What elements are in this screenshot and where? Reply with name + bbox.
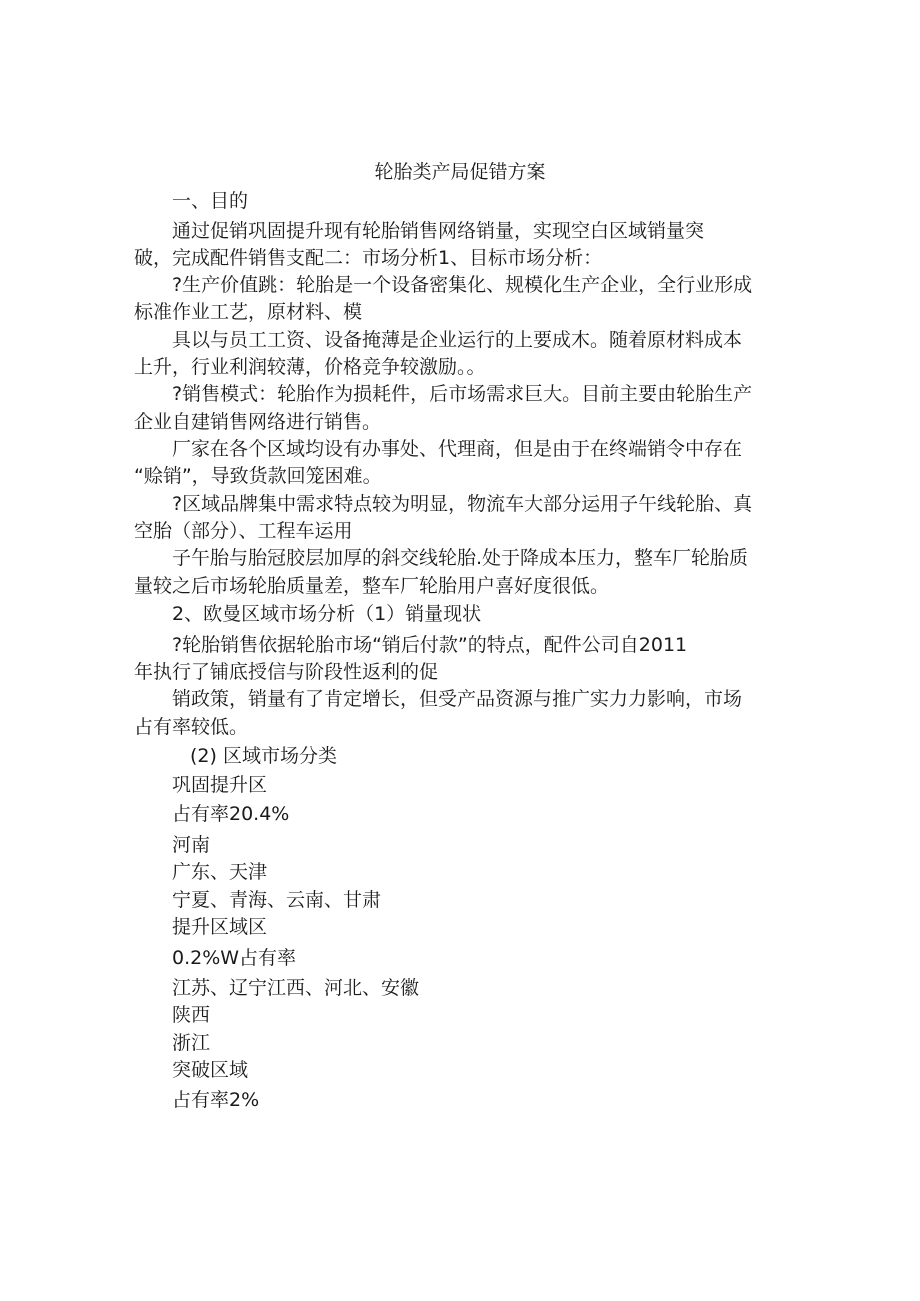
paragraph-line: 空胎（部分）、工程车运用: [134, 520, 353, 542]
list-item: 提升区域区: [172, 916, 268, 938]
paragraph-line: 厂家在各个区域均设有办事处、代理商，但是由于在终端销令中存在: [172, 438, 743, 460]
paragraph-line: ?区域品牌集中需求特点较为明显，物流车大部分运用子午线轮胎、真: [172, 493, 753, 515]
paragraph-line: 企业自建销售网络进行销售。: [134, 411, 382, 433]
paragraph-line: 销政策，销量有了肯定增长，但受产品资源与推广实力力影响，市场: [172, 688, 743, 710]
list-item: 河南: [172, 834, 211, 856]
list-item: 占有率20.4%: [172, 803, 290, 825]
document-title: 轮胎类产局促错方案: [374, 161, 546, 183]
paragraph-line: 子午胎与胎冠胶层加厚的斜交线轮胎.处于降成本压力，整车厂轮胎质: [172, 547, 749, 569]
paragraph-line: 占有率较低。: [134, 716, 249, 738]
paragraph-line: ?生产价值跳：轮胎是一个设备密集化、规模化生产企业，全行业形成: [172, 274, 753, 296]
subsection-heading-region-class: (2) 区域市场分类: [190, 745, 337, 767]
list-item: 江苏、辽宁江西、河北、安徽: [172, 977, 420, 999]
list-item: 宁夏、青海、云南、甘肃: [172, 889, 382, 911]
section-heading-region-analysis: 2、欧曼区域市场分析（1）销量现状: [172, 603, 482, 625]
section-heading-purpose: 一、目的: [172, 190, 249, 212]
paragraph-line: 标准作业工艺，原材料、模: [134, 301, 363, 323]
list-item: 占有率2%: [172, 1089, 260, 1111]
paragraph-line: 量较之后市场轮胎质量差，整车厂轮胎用户喜好度很低。: [134, 575, 610, 597]
paragraph-line: 年执行了铺底授信与阶段性返利的促: [134, 661, 439, 683]
list-item: 浙江: [172, 1032, 211, 1054]
list-item: 巩固提升区: [172, 774, 268, 796]
paragraph-line: 具以与员工工资、设备掩薄是企业运行的上要成木。随着原材料成本: [172, 329, 743, 351]
paragraph-line: ?轮胎销售依据轮胎市场“销后付款”的特点，配件公司自2011: [172, 634, 688, 656]
paragraph-line: 上升，行业利润较薄，价格竞争较激励。。: [134, 356, 486, 378]
paragraph-line: ?销售模式：轮胎作为损耗件，后市场需求巨大。目前主要由轮胎生产: [172, 383, 753, 405]
paragraph-line: 通过促销巩固提升现有轮胎销售网络销量，实现空白区域销量突: [172, 220, 705, 242]
paragraph-line: “赊销”，导致货款回笼困难。: [134, 465, 382, 487]
list-item: 0.2%W占有率: [172, 947, 297, 969]
list-item: 广东、天津: [172, 861, 268, 883]
paragraph-line: 破，完成配件销售支配二：市场分析1、目标市场分析：: [134, 247, 603, 269]
list-item: 突破区域: [172, 1059, 249, 1081]
list-item: 陕西: [172, 1004, 211, 1026]
